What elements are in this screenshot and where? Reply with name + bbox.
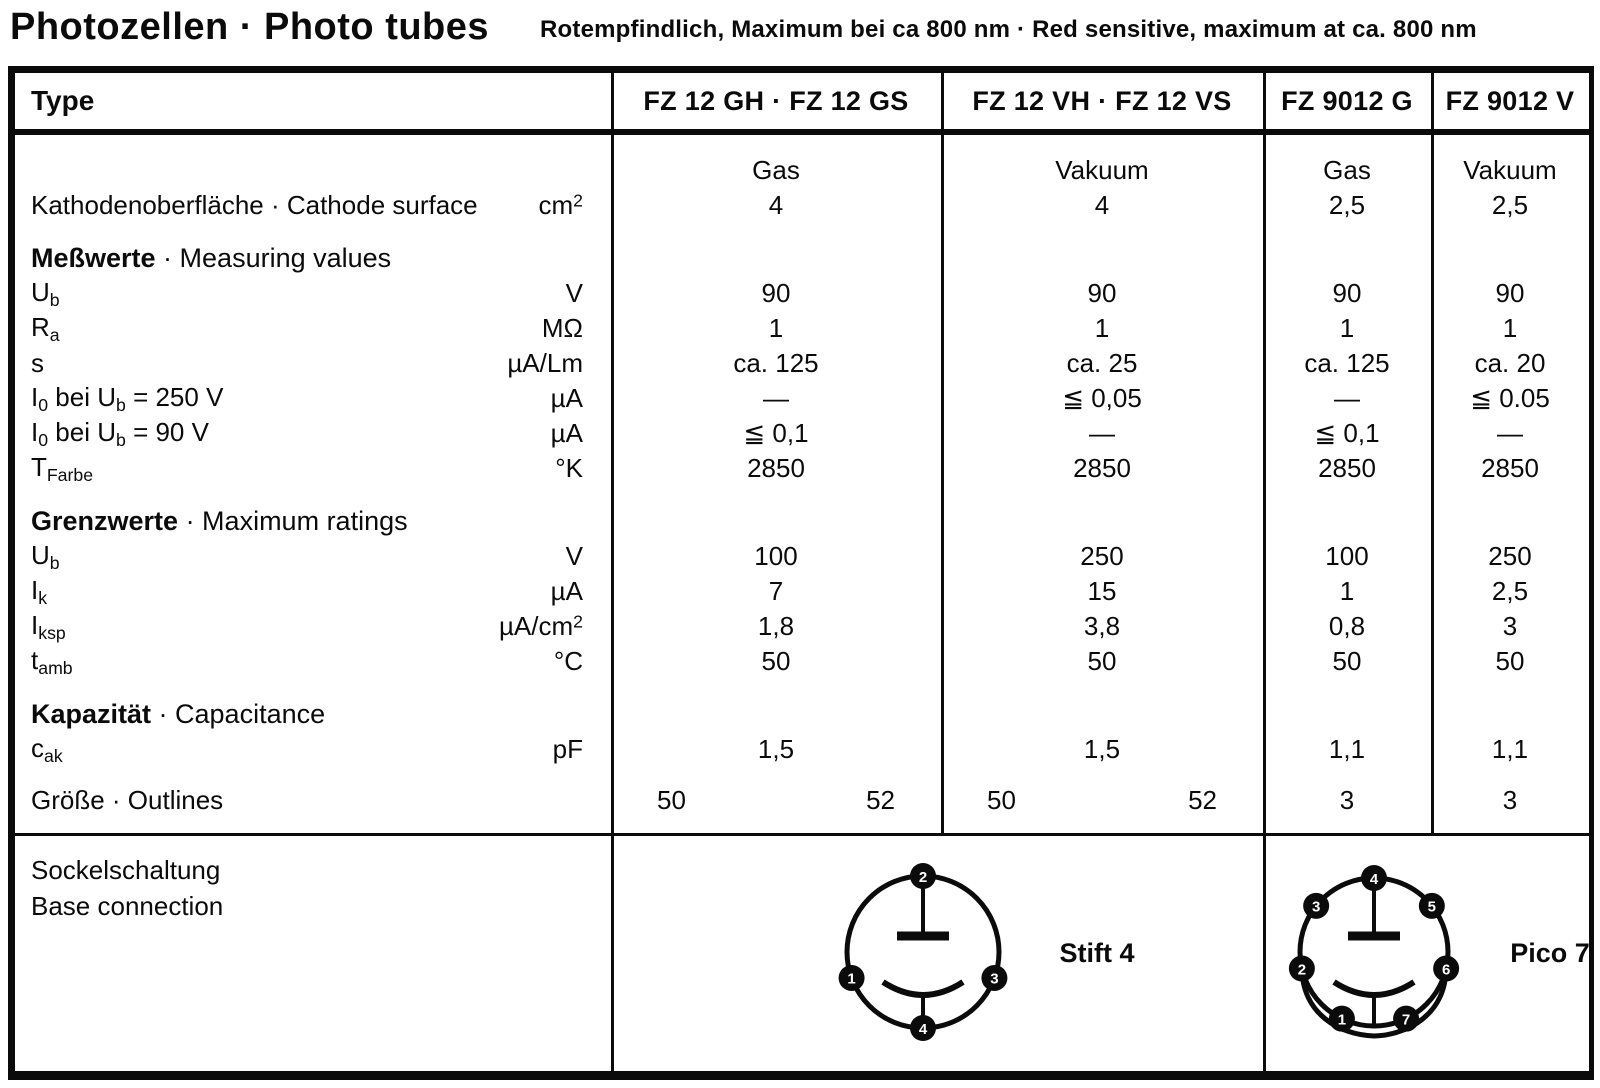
column-header-fz9012v: FZ 9012 V (1445, 85, 1575, 116)
value-cell: 3 (1502, 785, 1518, 815)
base-diagram-pico7 (1262, 846, 1590, 1061)
table-row (15, 451, 1589, 486)
value: 52 (866, 785, 895, 815)
row-unit: V (565, 541, 583, 571)
svg-text:1: 1 (847, 970, 857, 988)
value-cell: 1 (1339, 313, 1355, 343)
value-cell: 250 (1488, 541, 1532, 571)
value-cell: ca. 125 (733, 348, 819, 378)
value: 50 (987, 785, 1016, 815)
table-row (15, 539, 1589, 574)
value-cell: 1 (1502, 313, 1518, 343)
value-cell: 1 (1094, 313, 1110, 343)
value-cell: 50 (761, 646, 791, 676)
value-cell: 1 (1339, 576, 1355, 606)
base-diagram-stift4-label: Stift 4 (1059, 938, 1135, 968)
value-cell: 90 (1332, 278, 1362, 308)
table-row (15, 416, 1589, 451)
row-label: $I_k$ (31, 574, 48, 608)
table-row (15, 311, 1589, 346)
table-row (15, 574, 1589, 609)
row-label: $t_{amb}$ (31, 644, 73, 678)
row-label: Größe · Outlines (31, 785, 224, 815)
table-header-row (15, 73, 1589, 135)
page-subtitle: Rotempfindlich, Maximum bei ca 800 nm · Red sensitive, maximum at ca. 800 nm (540, 16, 1477, 43)
section-row (15, 504, 1589, 539)
row-unit: °K (555, 453, 583, 483)
svg-text:7: 7 (1402, 1011, 1411, 1029)
value-cell: — (1089, 418, 1115, 448)
base-connection-label-de: Sockelschaltung (31, 855, 221, 885)
column-header-fz12g: FZ 12 GH · FZ 12 GS (643, 85, 909, 116)
base-diagram-stift4 (811, 846, 1134, 1061)
table-row (15, 381, 1589, 416)
row-unit: µA/Lm (507, 348, 583, 378)
table-row (15, 732, 1589, 767)
row-label: $U_b$ (31, 276, 60, 310)
row-unit: V (565, 278, 583, 308)
value-cell: 4 (1094, 190, 1110, 220)
value-cell: 4 (768, 190, 784, 220)
value-cell (611, 785, 941, 816)
value-cell: 1 (768, 313, 784, 343)
base-diagram-stift4-cell (611, 836, 1263, 1071)
value-cell: 3 (1502, 611, 1518, 641)
base-connection-section (15, 836, 1589, 1071)
value-cell: 0,8 (1328, 611, 1366, 641)
svg-text:1: 1 (1337, 1011, 1347, 1029)
row-label: Kathodenoberfläche · Cathode surface (31, 190, 478, 220)
value-cell: ≦ 0.05 (1470, 383, 1550, 413)
value-cell: 2,5 (1491, 190, 1529, 220)
base-diagram-pico7-label: Pico 7 (1510, 938, 1590, 968)
base-connection-label (15, 836, 611, 1071)
value-cell: 100 (754, 541, 798, 571)
value-cell: 50 (1332, 646, 1362, 676)
value-cell: ca. 125 (1304, 348, 1390, 378)
row-unit: µA (550, 576, 583, 606)
column-header-fz9012g: FZ 9012 G (1281, 85, 1413, 116)
table-row (15, 609, 1589, 644)
row-unit: µA (550, 383, 583, 413)
row-label: $c_{ak}$ (31, 732, 63, 766)
value-cell: 2,5 (1491, 576, 1529, 606)
row-label: $U_b$ (31, 539, 60, 573)
svg-text:3: 3 (990, 970, 1000, 988)
svg-text:5: 5 (1427, 898, 1437, 916)
value-cell: 90 (1087, 278, 1117, 308)
value-cell: ca. 25 (1066, 348, 1138, 378)
value-cell: 50 (1495, 646, 1525, 676)
row-label: Grenzwerte · Maximum ratings (31, 506, 408, 536)
value-cell: 1,8 (757, 611, 795, 641)
value-cell: 90 (761, 278, 791, 308)
section-row (15, 241, 1589, 276)
section-row (15, 697, 1589, 732)
value-cell: 90 (1495, 278, 1525, 308)
row-unit: MΩ (541, 313, 583, 343)
row-label: $I_0$ bei $U_b = 250$ V (31, 381, 224, 415)
value-cell: Gas (752, 155, 800, 185)
value-cell: 50 (1087, 646, 1117, 676)
row-label: Meßwerte · Measuring values (31, 243, 392, 273)
page-header (0, 0, 1600, 64)
svg-text:2: 2 (1297, 961, 1307, 979)
value-cell: 3 (1339, 785, 1355, 815)
value-cell: 2850 (1318, 453, 1376, 483)
table-row (15, 153, 1589, 188)
value-cell (941, 785, 1263, 816)
column-header-fz12v: FZ 12 VH · FZ 12 VS (972, 85, 1232, 116)
svg-text:2: 2 (919, 868, 928, 886)
value: 50 (657, 785, 686, 815)
row-label: $R_a$ (31, 311, 60, 345)
table-row (15, 188, 1589, 223)
value-cell: ≦ 0,05 (1062, 383, 1142, 413)
svg-text:4: 4 (919, 1020, 928, 1038)
svg-text:4: 4 (1370, 870, 1379, 888)
column-divider (1431, 73, 1434, 129)
value-cell: Vakuum (1055, 155, 1149, 185)
value: 52 (1188, 785, 1217, 815)
tube-base-diagram-pico7 (1262, 846, 1492, 1061)
value-cell: 7 (768, 576, 784, 606)
column-divider (611, 836, 614, 1071)
value-cell: — (763, 383, 789, 413)
row-unit: µA (550, 418, 583, 448)
value-cell: 1,5 (1083, 734, 1121, 764)
value-cell: — (1497, 418, 1523, 448)
column-divider (1263, 836, 1266, 1071)
value-cell: 3,8 (1083, 611, 1121, 641)
row-label: Kapazität · Capacitance (31, 699, 326, 729)
value-cell: — (1334, 383, 1360, 413)
table-body (15, 135, 1589, 833)
base-connection-label-en: Base connection (31, 891, 224, 921)
value-cell: 2850 (1481, 453, 1539, 483)
column-divider (611, 73, 614, 129)
value-cell: Vakuum (1463, 155, 1557, 185)
value-cell: 100 (1325, 541, 1369, 571)
value-cell: ≦ 0,1 (1314, 418, 1380, 448)
table-row (15, 783, 1589, 818)
table-row (15, 276, 1589, 311)
column-divider (1263, 73, 1266, 129)
svg-text:6: 6 (1442, 961, 1451, 979)
value-cell: 1,5 (757, 734, 795, 764)
column-divider (941, 73, 944, 129)
svg-text:3: 3 (1312, 898, 1321, 916)
value-cell: ca. 20 (1474, 348, 1546, 378)
value-cell: 2850 (747, 453, 805, 483)
value-cell: ≦ 0,1 (743, 418, 809, 448)
datasheet-table (8, 66, 1594, 1080)
row-unit: $cm^2$ (538, 190, 583, 220)
row-label: $I_{ksp}$ (31, 609, 66, 643)
row-label: s (31, 348, 44, 378)
value-cell: 1,1 (1328, 734, 1366, 764)
row-unit: $\mu A/cm^2$ (498, 611, 583, 641)
tube-base-diagram-stift4 (811, 846, 1041, 1061)
value-cell: 250 (1080, 541, 1124, 571)
type-header: Type (31, 85, 95, 116)
value-cell: Gas (1323, 155, 1371, 185)
row-unit: pF (552, 734, 583, 764)
page-title: Photozellen · Photo tubes (10, 6, 490, 48)
value-cell: 1,1 (1491, 734, 1529, 764)
value-cell: 15 (1087, 576, 1117, 606)
value-cell: 2,5 (1328, 190, 1366, 220)
value-cell: 2850 (1073, 453, 1131, 483)
base-diagram-pico7-cell (1263, 836, 1589, 1071)
row-label: $I_0$ bei $U_b = 90$ V (31, 416, 209, 450)
table-row (15, 346, 1589, 381)
table-row (15, 644, 1589, 679)
row-unit: °C (553, 646, 583, 676)
row-label: $T_{Farbe}$ (31, 451, 94, 485)
